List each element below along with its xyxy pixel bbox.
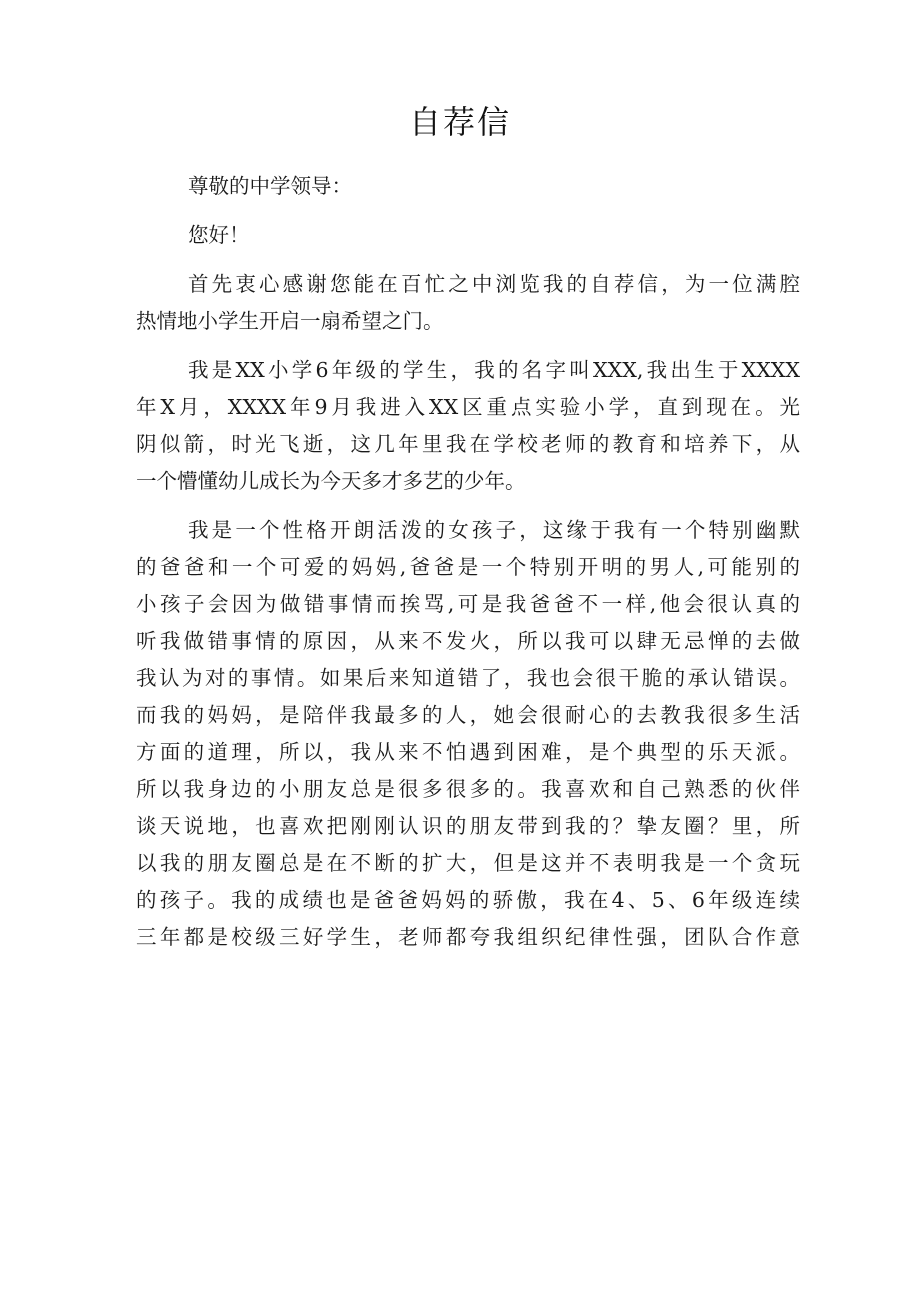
text-line: 我是XX小学6年级的学生，我的名字叫XXX,我出生于XXXX (188, 358, 800, 382)
text-line: 而我的妈妈，是陪伴我最多的人，她会很耐心的去教我很多生活 (136, 703, 800, 727)
text-line: 所以我身边的小朋友总是很多很多的。我喜欢和自己熟悉的伙伴 (136, 777, 800, 801)
text-line: 阴似箭，时光飞逝，这几年里我在学校老师的教育和培养下，从 (136, 432, 800, 456)
document-title: 自荐信 (408, 103, 511, 141)
text-line: 的爸爸和一个可爱的妈妈,爸爸是一个特别开明的男人,可能别的 (136, 555, 800, 579)
text-line: 的孩子。我的成绩也是爸爸妈妈的骄傲，我在4、5、6年级连续 (136, 888, 800, 912)
text-line: 年X月，XXXX年9月我进入XX区重点实验小学，直到现在。光 (136, 395, 800, 419)
text-line: 热情地小学生开启一扇希望之门。 (136, 309, 444, 333)
text-line: 首先衷心感谢您能在百忙之中浏览我的自荐信，为一位满腔 (188, 272, 800, 296)
text-line: 您好！ (188, 223, 250, 247)
text-line: 尊敬的中学领导： (188, 174, 352, 198)
text-line: 小孩子会因为做错事情而挨骂,可是我爸爸不一样,他会很认真的 (136, 592, 800, 616)
letter-body (136, 168, 800, 956)
text-line: 谈天说地，也喜欢把刚刚认识的朋友带到我的？挚友圈？里，所 (136, 814, 800, 838)
text-line: 三年都是校级三好学生，老师都夸我组织纪律性强，团队合作意 (136, 925, 800, 949)
text-line: 以我的朋友圈总是在不断的扩大，但是这并不表明我是一个贪玩 (136, 851, 800, 875)
text-line: 一个懵懂幼儿成长为今天多才多艺的少年。 (136, 469, 526, 493)
text-line: 我是一个性格开朗活泼的女孩子，这缘于我有一个特别幽默 (188, 518, 800, 542)
text-line: 我认为对的事情。如果后来知道错了，我也会很干脆的承认错误。 (136, 666, 800, 690)
text-line: 听我做错事情的原因，从来不发火，所以我可以肆无忌惮的去做 (136, 629, 800, 653)
text-line: 方面的道理，所以，我从来不怕遇到困难，是个典型的乐天派。 (136, 740, 800, 764)
